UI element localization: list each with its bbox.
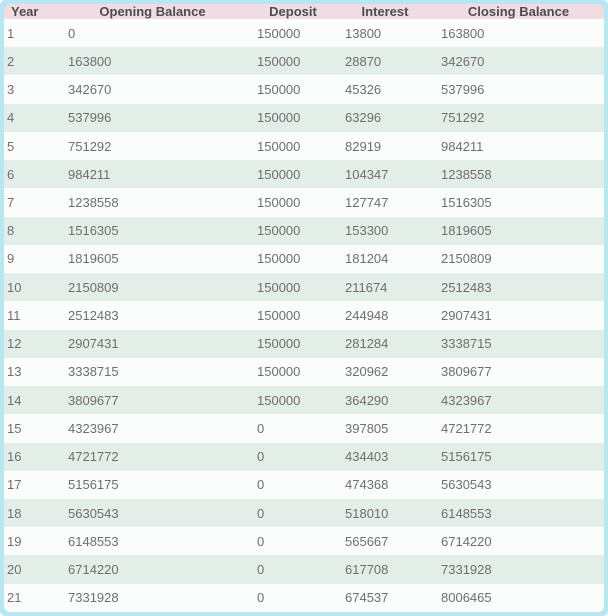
cell-year: 18 (7, 505, 22, 521)
cell-closing-balance: 342670 (441, 53, 485, 69)
cell-deposit: 150000 (257, 336, 301, 352)
table-row (4, 499, 604, 527)
cell-deposit: 150000 (257, 53, 301, 69)
cell-interest: 565667 (345, 533, 389, 549)
cell-interest: 211674 (345, 279, 388, 295)
cell-year: 3 (7, 82, 15, 98)
cell-deposit: 150000 (257, 223, 301, 239)
table-row (4, 301, 604, 329)
cell-interest: 397805 (345, 420, 389, 436)
cell-year: 11 (7, 307, 21, 323)
cell-year: 19 (7, 533, 22, 549)
cell-deposit: 0 (257, 449, 265, 465)
amortization-table (4, 4, 604, 612)
cell-interest: 364290 (345, 392, 389, 408)
cell-year: 20 (7, 562, 22, 578)
cell-opening-balance: 6714220 (68, 562, 119, 578)
cell-opening-balance: 6148553 (68, 533, 119, 549)
cell-opening-balance: 1819605 (68, 251, 119, 267)
cell-opening-balance: 7331928 (68, 590, 119, 606)
cell-closing-balance: 6148553 (441, 505, 492, 521)
cell-opening-balance: 1516305 (68, 223, 119, 239)
cell-year: 4 (7, 110, 15, 126)
table-row (4, 471, 604, 499)
cell-closing-balance: 1819605 (441, 223, 492, 239)
cell-interest: 474368 (345, 477, 389, 493)
cell-interest: 281284 (345, 336, 389, 352)
cell-deposit: 150000 (257, 279, 301, 295)
cell-deposit: 150000 (257, 110, 301, 126)
table-container (4, 4, 604, 612)
cell-year: 1 (7, 25, 15, 41)
cell-interest: 518010 (345, 505, 389, 521)
cell-year: 15 (7, 420, 22, 436)
table-row (4, 188, 604, 216)
cell-closing-balance: 6714220 (441, 533, 492, 549)
header-row (4, 4, 604, 19)
cell-interest: 617708 (345, 562, 389, 578)
table-row (4, 527, 604, 555)
cell-interest: 127747 (345, 195, 389, 211)
cell-closing-balance: 3338715 (441, 336, 492, 352)
cell-opening-balance: 163800 (68, 53, 112, 69)
cell-deposit: 0 (257, 505, 265, 521)
cell-year: 9 (7, 251, 15, 267)
cell-interest: 13800 (345, 25, 382, 41)
table-row (4, 386, 604, 414)
cell-interest: 45326 (345, 82, 382, 98)
cell-closing-balance: 3809677 (441, 364, 492, 380)
cell-opening-balance: 984211 (68, 166, 111, 182)
cell-deposit: 150000 (257, 392, 301, 408)
cell-deposit: 150000 (257, 364, 301, 380)
cell-interest: 28870 (345, 53, 382, 69)
table-row (4, 443, 604, 471)
cell-deposit: 150000 (257, 25, 301, 41)
table-row (4, 160, 604, 188)
cell-closing-balance: 751292 (441, 110, 485, 126)
cell-deposit: 150000 (257, 166, 301, 182)
cell-deposit: 0 (257, 590, 265, 606)
table-row (4, 245, 604, 273)
cell-interest: 181204 (345, 251, 389, 267)
cell-deposit: 150000 (257, 307, 301, 323)
table-row (4, 414, 604, 442)
cell-closing-balance: 4323967 (441, 392, 492, 408)
cell-interest: 63296 (345, 110, 382, 126)
cell-closing-balance: 163800 (441, 25, 485, 41)
cell-deposit: 150000 (257, 251, 301, 267)
cell-year: 17 (7, 477, 22, 493)
cell-deposit: 0 (257, 562, 265, 578)
column-header-year: Year (4, 4, 56, 19)
cell-closing-balance: 984211 (441, 138, 484, 154)
table-row (4, 47, 604, 75)
cell-interest: 320962 (345, 364, 389, 380)
table-row (4, 19, 604, 47)
cell-closing-balance: 2150809 (441, 251, 492, 267)
cell-closing-balance: 4721772 (441, 420, 492, 436)
cell-deposit: 0 (257, 477, 265, 493)
cell-interest: 82919 (345, 138, 382, 154)
table-row (4, 217, 604, 245)
cell-closing-balance: 8006465 (441, 590, 492, 606)
cell-closing-balance: 2512483 (441, 279, 492, 295)
cell-interest: 434403 (345, 449, 389, 465)
cell-year: 6 (7, 166, 15, 182)
cell-opening-balance: 1238558 (68, 195, 119, 211)
cell-year: 5 (7, 138, 15, 154)
column-header-opening-balance: Opening Balance (56, 4, 249, 19)
cell-interest: 153300 (345, 223, 389, 239)
cell-deposit: 150000 (257, 82, 301, 98)
cell-year: 8 (7, 223, 15, 239)
cell-year: 12 (7, 336, 22, 352)
table-row (4, 132, 604, 160)
cell-opening-balance: 751292 (68, 138, 112, 154)
cell-closing-balance: 1238558 (441, 166, 492, 182)
cell-deposit: 150000 (257, 138, 301, 154)
cell-year: 2 (7, 53, 15, 69)
table-row (4, 584, 604, 612)
cell-closing-balance: 2907431 (441, 307, 492, 323)
cell-year: 14 (7, 392, 22, 408)
cell-interest: 244948 (345, 307, 389, 323)
cell-opening-balance: 5630543 (68, 505, 119, 521)
cell-deposit: 150000 (257, 195, 301, 211)
cell-closing-balance: 7331928 (441, 562, 492, 578)
cell-deposit: 0 (257, 420, 265, 436)
column-header-deposit: Deposit (249, 4, 337, 19)
cell-deposit: 0 (257, 533, 265, 549)
cell-closing-balance: 537996 (441, 82, 485, 98)
column-header-closing-balance: Closing Balance (433, 4, 604, 19)
cell-interest: 674537 (345, 590, 389, 606)
cell-year: 16 (7, 449, 22, 465)
table-row (4, 75, 604, 103)
cell-closing-balance: 1516305 (441, 195, 492, 211)
cell-interest: 104347 (345, 166, 389, 182)
cell-year: 13 (7, 364, 22, 380)
table-row (4, 273, 604, 301)
cell-opening-balance: 0 (68, 25, 76, 41)
cell-opening-balance: 537996 (68, 110, 112, 126)
column-header-interest: Interest (337, 4, 433, 19)
cell-opening-balance: 342670 (68, 82, 112, 98)
cell-opening-balance: 5156175 (68, 477, 119, 493)
cell-opening-balance: 3338715 (68, 364, 119, 380)
table-row (4, 358, 604, 386)
cell-opening-balance: 2512483 (68, 307, 119, 323)
cell-year: 21 (7, 590, 22, 606)
cell-opening-balance: 4721772 (68, 449, 119, 465)
table-row (4, 104, 604, 132)
cell-closing-balance: 5156175 (441, 449, 492, 465)
table-row (4, 330, 604, 358)
table-row (4, 555, 604, 583)
cell-opening-balance: 2907431 (68, 336, 119, 352)
cell-closing-balance: 5630543 (441, 477, 492, 493)
cell-opening-balance: 2150809 (68, 279, 119, 295)
table-body (4, 19, 604, 612)
cell-opening-balance: 3809677 (68, 392, 119, 408)
cell-year: 10 (7, 279, 22, 295)
cell-year: 7 (7, 195, 15, 211)
cell-opening-balance: 4323967 (68, 420, 119, 436)
